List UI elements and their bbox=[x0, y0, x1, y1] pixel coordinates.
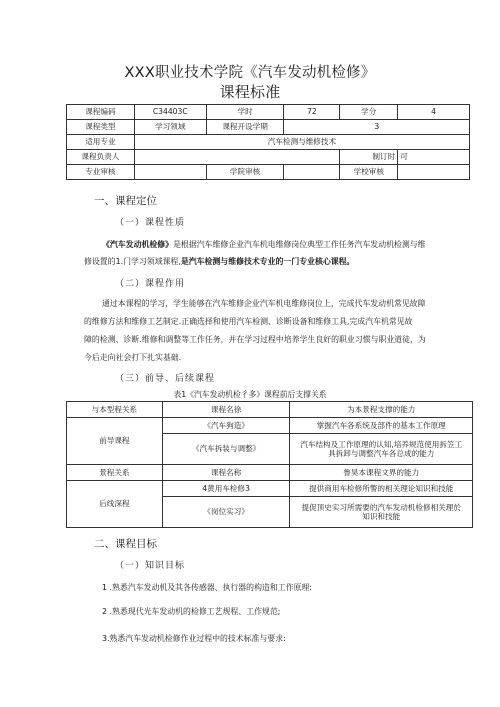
table-cell: 可 bbox=[398, 150, 470, 165]
cell-line: 知识和技能 bbox=[362, 512, 401, 521]
table-row bbox=[67, 105, 470, 120]
section-heading: 二、课程目标 bbox=[94, 538, 157, 550]
table-cell: 课程编码 bbox=[67, 105, 135, 120]
course-name: 《汽车发动机检修》 bbox=[102, 240, 174, 249]
paragraph-line: 的维修方法和维修工艺制定.正确选择和使用汽车检测、诊断设备和维修工具,完成汽车机常见故 bbox=[84, 317, 413, 326]
paragraph-line: 通过本课程的学习，学生能够在汽车维修企业汽车机电维修岗位上，完成代车发动机常见故障 bbox=[102, 299, 426, 308]
table-cell: 学校审核 bbox=[340, 165, 398, 180]
table-cell bbox=[284, 165, 340, 180]
paragraph-line bbox=[102, 241, 426, 249]
table-cell: 适用专业 bbox=[67, 135, 135, 150]
text-span: 修设置的1.门学习领域课程, bbox=[84, 257, 181, 266]
table-row bbox=[67, 418, 473, 434]
table-row bbox=[67, 165, 470, 180]
table-row bbox=[67, 465, 473, 481]
table-cell: 课程类型 bbox=[67, 120, 135, 135]
table-cell: 学院审核 bbox=[206, 165, 284, 180]
table-cell: 课程开设学期 bbox=[206, 120, 284, 135]
text-span: 是根据汽车维修企业汽车机电维修岗位典型工作任务汽车发动机检测与维 bbox=[173, 240, 426, 249]
subsection-heading: （二）课程作用 bbox=[115, 279, 186, 289]
list-item: 3.熟悉汽车发动机检修作业过程中的技术标准与要求: bbox=[102, 634, 286, 643]
cell-line: 具拆卸与调整汽车各总成的能力 bbox=[328, 449, 435, 458]
cell-line: 汽车结构及工作原理的认知,培养规范使用拆笠工 bbox=[300, 439, 463, 449]
table-cell: 提供商用车检修所警的相关理论知识和技能 bbox=[290, 481, 473, 497]
table-cell bbox=[398, 165, 470, 180]
course-relation-table bbox=[66, 401, 473, 528]
paragraph-line: 障的检测、诊断.维修和调整等工作任务，并在学习过程中培养学生良好的职业习惯与职业道徒，为 bbox=[84, 335, 426, 344]
table-cell: 学习领域 bbox=[134, 120, 206, 135]
subsection-heading: （一）知识目标 bbox=[115, 561, 186, 571]
paragraph-line bbox=[84, 258, 354, 266]
table-row bbox=[67, 150, 470, 165]
table-cell bbox=[134, 150, 340, 165]
doc-title-line1: XXX职业技术学院《汽车发动机检修》 bbox=[124, 65, 376, 81]
table-cell: 与本型程关系 bbox=[67, 402, 163, 418]
table-cell: 后线深程 bbox=[67, 481, 163, 528]
table-cell: 《汽车拆装与调整》 bbox=[162, 434, 290, 465]
course-info-table bbox=[66, 104, 470, 180]
table-cell: 掌握汽车各系统及部件的基本工作原理 bbox=[290, 418, 473, 434]
table-cell: 《岗位实习》 bbox=[162, 497, 290, 528]
table-caption: 表1《汽车发动机检彳多》课程前后支撑关系 bbox=[173, 390, 327, 399]
table-cell: 汽车检测与维修技术 bbox=[134, 135, 469, 150]
table-cell: 鲁昊本课程文界的能力 bbox=[290, 465, 473, 481]
table-cell: 4黄用车检修3 bbox=[162, 481, 290, 497]
table-cell: 课程名徐 bbox=[162, 402, 290, 418]
table-cell: 专业审核 bbox=[67, 165, 135, 180]
table-cell: 《汽车狗造》 bbox=[162, 418, 290, 434]
table-cell: 制订时 bbox=[340, 150, 398, 165]
section-heading: 一、课程定位 bbox=[94, 195, 157, 207]
table-row bbox=[67, 402, 473, 418]
subsection-heading: （一）课程性质 bbox=[115, 218, 186, 228]
table-cell: 景程关系 bbox=[67, 465, 163, 481]
table-cell: C34403C bbox=[134, 105, 206, 120]
cell-line: 提促顶史实习所需要的汽车发动机检修相关理於 bbox=[301, 502, 461, 512]
table-cell: 为本景程支撑的能力 bbox=[290, 402, 473, 418]
table-cell: 学分 bbox=[340, 105, 398, 120]
paragraph-line: 今后走向社会打下扎实基础. bbox=[84, 353, 182, 362]
table-cell: 学时 bbox=[206, 105, 284, 120]
text-span: 是汽车检测与维修技术专业的一门专业核心课程。 bbox=[180, 257, 355, 266]
list-item: 2 .熟悉现代光车发动机的检修工艺规程、工作规范; bbox=[102, 607, 281, 616]
table-cell: 课程负责人 bbox=[67, 150, 135, 165]
table-cell bbox=[134, 165, 206, 180]
table-cell: 课程名称 bbox=[162, 465, 290, 481]
table-cell: 72 bbox=[284, 105, 340, 120]
table-cell bbox=[290, 434, 473, 465]
table-cell bbox=[290, 497, 473, 528]
table-cell: 前导课程 bbox=[67, 418, 163, 465]
table-cell: 3 bbox=[284, 120, 470, 135]
list-item: 1 .熟悉汽车发动机及其各传感器、执行器的构造和工作原理: bbox=[102, 583, 312, 592]
doc-title-line2: 课程标准 bbox=[219, 83, 281, 101]
table-row bbox=[67, 481, 473, 497]
table-row bbox=[67, 120, 470, 135]
table-cell: 4 bbox=[398, 105, 470, 120]
subsection-heading: （三）前导、后续课程 bbox=[115, 374, 216, 384]
table-row bbox=[67, 135, 470, 150]
